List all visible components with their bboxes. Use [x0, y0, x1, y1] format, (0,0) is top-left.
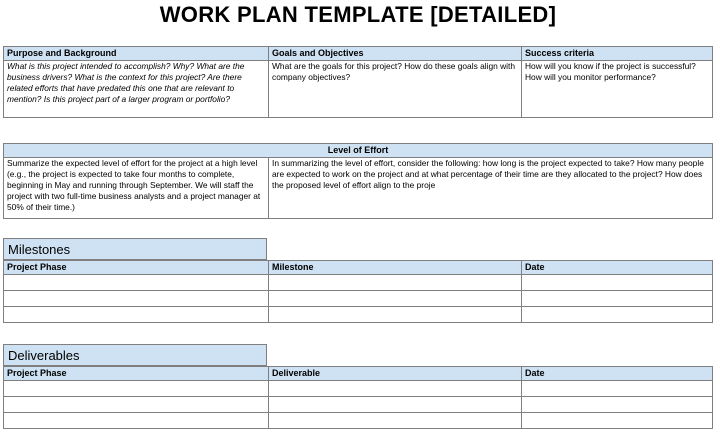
table-cell[interactable]	[269, 381, 522, 397]
table-cell[interactable]	[269, 275, 522, 291]
table-cell[interactable]	[269, 413, 522, 429]
page-title: WORK PLAN TEMPLATE [DETAILED]	[159, 2, 557, 27]
table-cell[interactable]	[522, 307, 713, 323]
table-cell[interactable]	[4, 397, 269, 413]
deliverables-table	[3, 366, 713, 429]
goals-header: Goals and Objectives	[269, 47, 522, 61]
deliverables-col-phase: Project Phase	[4, 367, 269, 381]
purpose-header: Purpose and Background	[4, 47, 269, 61]
deliverables-col-date: Date	[522, 367, 713, 381]
table-row	[4, 397, 713, 413]
table-row	[4, 381, 713, 397]
milestones-col-milestone: Milestone	[269, 261, 522, 275]
table-cell[interactable]	[269, 397, 522, 413]
table-row	[4, 413, 713, 429]
purpose-goals-table	[3, 46, 713, 118]
table-cell[interactable]	[522, 381, 713, 397]
table-row	[4, 307, 713, 323]
goals-cell[interactable]: What are the goals for this project? How do these goals align with company objectives?	[269, 61, 522, 118]
effort-right-cell[interactable]: In summarizing the level of effort, consider the following: how long is the project expected to take? How many people are expected to work on the project and at what percentage of their time are they allocated to the project? How does the proposed level of effort align to the proje	[269, 158, 713, 219]
success-cell[interactable]: How will you know if the project is successful? How will you monitor performance?	[522, 61, 713, 118]
table-cell[interactable]	[4, 291, 269, 307]
table-cell[interactable]	[522, 291, 713, 307]
milestones-col-phase: Project Phase	[4, 261, 269, 275]
table-cell[interactable]	[522, 275, 713, 291]
milestones-title: Milestones	[3, 238, 267, 260]
table-row	[4, 275, 713, 291]
effort-header: Level of Effort	[4, 144, 713, 158]
table-row	[4, 291, 713, 307]
success-header: Success criteria	[522, 47, 713, 61]
table-cell[interactable]	[269, 307, 522, 323]
table-cell[interactable]	[4, 413, 269, 429]
table-cell[interactable]	[269, 291, 522, 307]
milestones-table	[3, 260, 713, 323]
effort-table	[3, 143, 713, 219]
table-cell[interactable]	[522, 413, 713, 429]
effort-left-cell[interactable]	[4, 158, 269, 219]
table-cell[interactable]	[522, 397, 713, 413]
milestones-col-date: Date	[522, 261, 713, 275]
purpose-cell[interactable]: What is this project intended to accomplish? Why? What are the business drivers? What is the context for this project? Are there related efforts that have predated this one that are relevant to mention? Is this project part of a larger program or portfolio?	[4, 61, 269, 118]
table-cell[interactable]	[4, 381, 269, 397]
effort-left-text: Summarize the expected level of effort for the project at a high level (e.g., the project is expected to take four months to complete, beginning in May and running through September. We will staff the project with two full-time business analysts and a project manager at 50% of their time.)	[7, 158, 261, 212]
deliverables-title: Deliverables	[3, 344, 267, 366]
deliverables-col-deliverable: Deliverable	[269, 367, 522, 381]
table-cell[interactable]	[4, 275, 269, 291]
table-cell[interactable]	[4, 307, 269, 323]
